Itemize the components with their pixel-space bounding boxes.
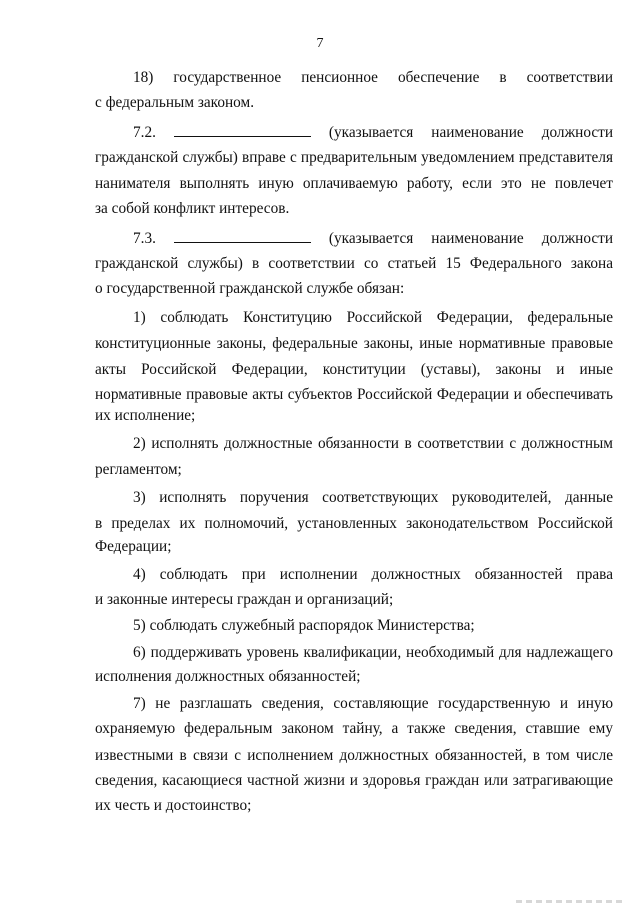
item-18-line-2: с федеральным законом. [95,94,255,111]
sub-item-1-line-1: 1) соблюдать Конституцию Российской Федерации, федеральные [133,309,613,326]
word: наименование [431,230,524,247]
sub-item-3-line-1: 3) исполнять поручения соответствующих руководителей, данные [133,489,613,506]
scan-edge-artifact [516,900,626,903]
item-7-3-line-1 [133,228,613,248]
sub-item-3-line-2: в пределах их полномочий, установленных законодательством Российской [95,515,613,532]
item-7-3-number: 7.3. [133,230,156,247]
word: государственное [173,69,282,86]
word: наименование [431,124,524,141]
word: (указывается [328,124,414,141]
sub-item-7-line-4: сведения, касающиеся частной жизни и здоровья граждан или затрагивающие [95,772,613,789]
item-18-line-1 [133,69,613,87]
sub-item-2-line-1: 2) исполнять должностные обязанности в соответствии с должностным [133,435,613,452]
item-7-2-number: 7.2. [133,124,156,141]
page-number: 7 [316,36,324,51]
item-7-3-line-2: гражданской службы) в соответствии со статьей 15 Федерального закона [95,255,613,272]
item-7-2-line-2: гражданской службы) вправе с предварительным уведомлением представителя [95,149,613,166]
item-7-2-blank-line [174,122,311,137]
item-7-3-blank-line [174,228,311,243]
sub-item-3-line-3: Федерации; [95,538,172,555]
sub-item-6-line-1: 6) поддерживать уровень квалификации, необходимый для надлежащего [133,644,613,661]
word: 18) [133,69,154,86]
word: должности [541,230,614,247]
item-7-2-line-4: за собой конфликт интересов. [95,200,290,217]
word: обеспечение [397,69,480,86]
word: в [499,69,507,86]
sub-item-1-line-3: акты Российской Федерации, конституции (уставы), законы и иные [95,361,613,378]
sub-item-7-line-3: известными в связи с исполнением должностных обязанностей, в том числе [95,747,613,764]
item-7-2-line-1 [133,122,613,142]
word: должности [541,124,614,141]
word: соответствии [526,69,614,86]
sub-item-1-line-2: конституционные законы, федеральные законы, иные нормативные правовые [95,335,613,352]
sub-item-7-line-2: охраняемую федеральным законом тайну, а также сведения, ставшие ему [95,720,613,737]
sub-item-6-line-2: исполнения должностных обязанностей; [95,668,361,685]
item-7-2-line-3: нанимателя выполнять иную оплачиваемую работу, если это не повлечет [95,175,613,192]
word: (указывается [328,230,414,247]
sub-item-2-line-2: регламентом; [95,461,182,478]
sub-item-1-line-5: их исполнение; [95,407,196,424]
sub-item-5-line-1: 5) соблюдать служебный распорядок Министерства; [133,617,475,634]
word: пенсионное [301,69,378,86]
sub-item-4-line-1: 4) соблюдать при исполнении должностных обязанностей права [133,566,613,583]
sub-item-7-line-1: 7) не разглашать сведения, составляющие государственную и иную [133,695,613,712]
item-7-3-line-3: о государственной гражданской службе обязан: [95,280,405,297]
sub-item-4-line-2: и законные интересы граждан и организаций; [95,591,394,608]
sub-item-7-line-5: их честь и достоинство; [95,797,252,814]
sub-item-1-line-4: нормативные правовые акты субъектов Российской Федерации и обеспечивать [95,386,613,403]
